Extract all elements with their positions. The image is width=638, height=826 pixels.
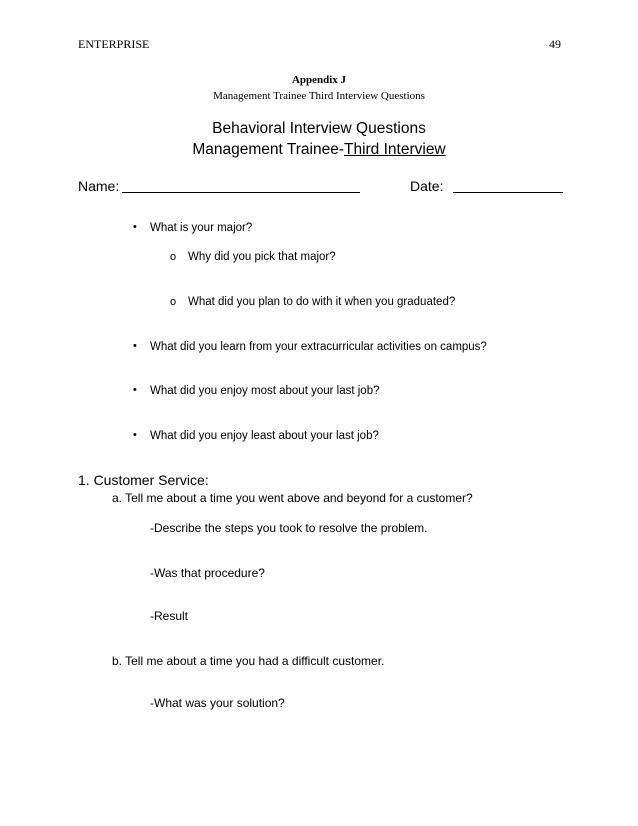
list-item: What is your major? (150, 222, 253, 234)
question-a: a. Tell me about a time you went above and beyond for a customer? (112, 491, 473, 505)
followup-item: -Result (150, 609, 189, 623)
list-item: What did you learn from your extracurricular activities on campus? (150, 341, 487, 353)
bullet-icon: • (133, 384, 137, 396)
sub-list-item: What did you plan to do with it when you graduated? (188, 296, 456, 308)
page-number: 49 (549, 37, 561, 51)
subtitle-underlined: Third Interview (343, 141, 446, 158)
section-heading: 1. Customer Service: (78, 472, 209, 488)
document-subtitle (0, 141, 638, 159)
sub-bullet-icon: o (170, 296, 177, 308)
date-label: Date: (410, 178, 444, 194)
bullet-icon: • (133, 221, 137, 233)
bullet-icon: • (133, 340, 137, 352)
name-label: Name: (78, 178, 120, 194)
date-field[interactable] (453, 192, 563, 193)
sub-bullet-icon: o (170, 251, 177, 263)
document-title: Behavioral Interview Questions (212, 120, 426, 137)
appendix-title: Appendix J (291, 74, 347, 86)
list-item: What did you enjoy least about your last job? (150, 430, 379, 442)
sub-list-item: Why did you pick that major? (188, 251, 336, 263)
followup-item: -Was that procedure? (150, 566, 265, 580)
followup-item: -What was your solution? (150, 696, 285, 710)
name-field[interactable] (122, 192, 360, 193)
list-item: What did you enjoy most about your last job? (150, 385, 380, 397)
appendix-subtitle: Management Trainee Third Interview Questions (213, 90, 425, 102)
followup-item: -Describe the steps you took to resolve the problem. (150, 521, 428, 535)
bullet-icon: • (133, 429, 137, 441)
subtitle-prefix: Management Trainee- (192, 141, 344, 158)
running-header: ENTERPRISE (78, 37, 150, 51)
question-b: b. Tell me about a time you had a difficult customer. (112, 654, 385, 668)
